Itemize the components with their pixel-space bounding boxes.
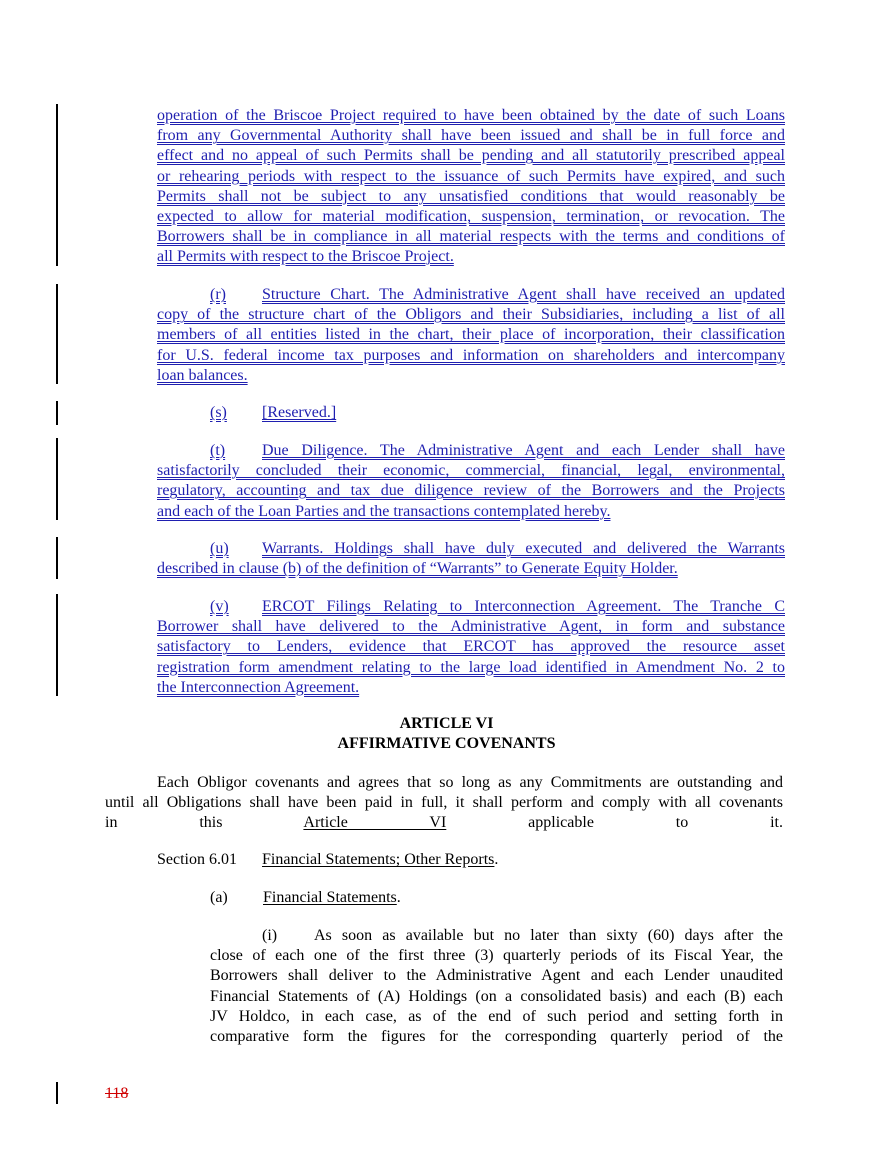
text-line: (i) As soon as available but no later than sixty (60) days after the [210, 926, 783, 946]
item-label: (r) [210, 286, 226, 303]
text-line: copy of the structure chart of the Obligors and their Subsidiaries, including a list of all [157, 306, 785, 324]
text-line: Borrowers shall deliver to the Administrative Agent and each Lender unaudited [210, 967, 783, 985]
item-first-line: Due Diligence. The Administrative Agent and each Lender shall have [262, 442, 785, 459]
item-v-ercot-filings [157, 597, 785, 698]
clause-i-paragraph [210, 926, 783, 1047]
clause-label: (i) [262, 927, 278, 944]
text-line: Financial Statements of (A) Holdings (on a consolidated basis) and each (B) each [210, 987, 783, 1005]
text-line: effect and no appeal of such Permits shall be pending and all statutorily prescribed appeal [157, 147, 785, 165]
item-label: (v) [210, 598, 229, 615]
section-heading: Section 6.01 Financial Statements; Other Reports. [157, 851, 499, 868]
text-line: from any Governmental Authority shall have been issued and shall be in full force and [157, 127, 785, 145]
change-bar [56, 438, 58, 520]
text-line: or rehearing periods with respect to the issuance of such Permits have expired, and such [157, 167, 785, 185]
subsection-label: (a) [210, 889, 228, 906]
item-u-warrants [157, 539, 785, 579]
text-line: Each Obligor covenants and agrees that so long as any Commitments are outstanding and [157, 774, 783, 791]
change-bar [56, 104, 58, 266]
text-line: for U.S. federal income tax purposes and information on shareholders and intercompany [157, 346, 785, 364]
text-line: regulatory, accounting and tax due diligence review of the Borrowers and the Projects [157, 482, 785, 500]
section-title: Financial Statements; Other Reports [262, 851, 495, 868]
text-line: members of all entities listed in the chart, their place of incorporation, their classification [157, 326, 785, 344]
item-text: [Reserved.] [262, 404, 337, 421]
page-number: 118 [105, 1085, 129, 1102]
item-s-reserved [157, 403, 785, 423]
item-label: (s) [210, 404, 227, 421]
text-line: loan balances. [157, 366, 248, 384]
change-bar [56, 537, 58, 579]
change-bar [56, 401, 58, 425]
text-line: Permits shall not be subject to any unsatisfied conditions that would reasonably be [157, 187, 785, 205]
article-number: ARTICLE VI [399, 715, 494, 732]
text-line: the Interconnection Agreement. [157, 678, 360, 696]
intro-paragraph [105, 773, 783, 834]
article-title: AFFIRMATIVE COVENANTS [337, 735, 556, 752]
article-reference-link[interactable]: Article VI [303, 814, 447, 832]
text-line: Borrowers shall be in compliance in all material respects with the terms and conditions of [157, 228, 785, 246]
text-line: satisfactorily concluded their economic, commercial, financial, legal, environmental, [157, 462, 785, 480]
item-first-line: ERCOT Filings Relating to Interconnection Agreement. The Tranche C [262, 598, 785, 615]
text-line: comparative form the figures for the corresponding quarterly period of the [210, 1027, 783, 1045]
change-bar [56, 594, 58, 696]
text-line: Borrower shall have delivered to the Administrative Agent, in form and substance [157, 618, 785, 636]
text-line: expected to allow for material modification, suspension, termination, or revocation. The [157, 207, 785, 225]
item-label: (u) [210, 540, 229, 557]
section-number: Section 6.01 [157, 851, 237, 868]
change-bar [56, 284, 58, 384]
text-line: registration form amendment relating to the large load identified in Amendment No. 2 to [157, 658, 785, 676]
text-line: satisfactory to Lenders, evidence that ERCOT has approved the resource asset [157, 638, 785, 656]
item-t-due-diligence [157, 441, 785, 522]
text-line: described in clause (b) of the definition of “Warrants” to Generate Equity Holder. [157, 560, 678, 578]
text-line: operation of the Briscoe Project required to have been obtained by the date of such Loans [157, 107, 785, 124]
text-line: close of each one of the first three (3) quarterly periods of its Fiscal Year, the [210, 947, 783, 965]
permits-paragraph [157, 106, 785, 268]
item-r-structure-chart [157, 285, 785, 386]
text-line: all Permits with respect to the Briscoe Project. [157, 248, 454, 266]
item-first-line: Warrants. Holdings shall have duly executed and delivered the Warrants [262, 540, 785, 557]
text-line: until all Obligations shall have been paid in full, it shall perform and comply with all covenants [105, 794, 783, 812]
subsection-title: Financial Statements [263, 889, 397, 906]
text-line: and each of the Loan Parties and the transactions contemplated hereby. [157, 502, 611, 520]
subsection-a-heading: (a) Financial Statements. [210, 889, 401, 906]
text-line: JV Holdco, in each case, as of the end of such period and setting forth in [210, 1007, 783, 1025]
item-first-line: Structure Chart. The Administrative Agent shall have received an updated [262, 286, 785, 303]
text-line: in this Article VI applicable to it. [105, 814, 784, 832]
item-label: (t) [210, 442, 226, 459]
change-bar [56, 1082, 58, 1104]
